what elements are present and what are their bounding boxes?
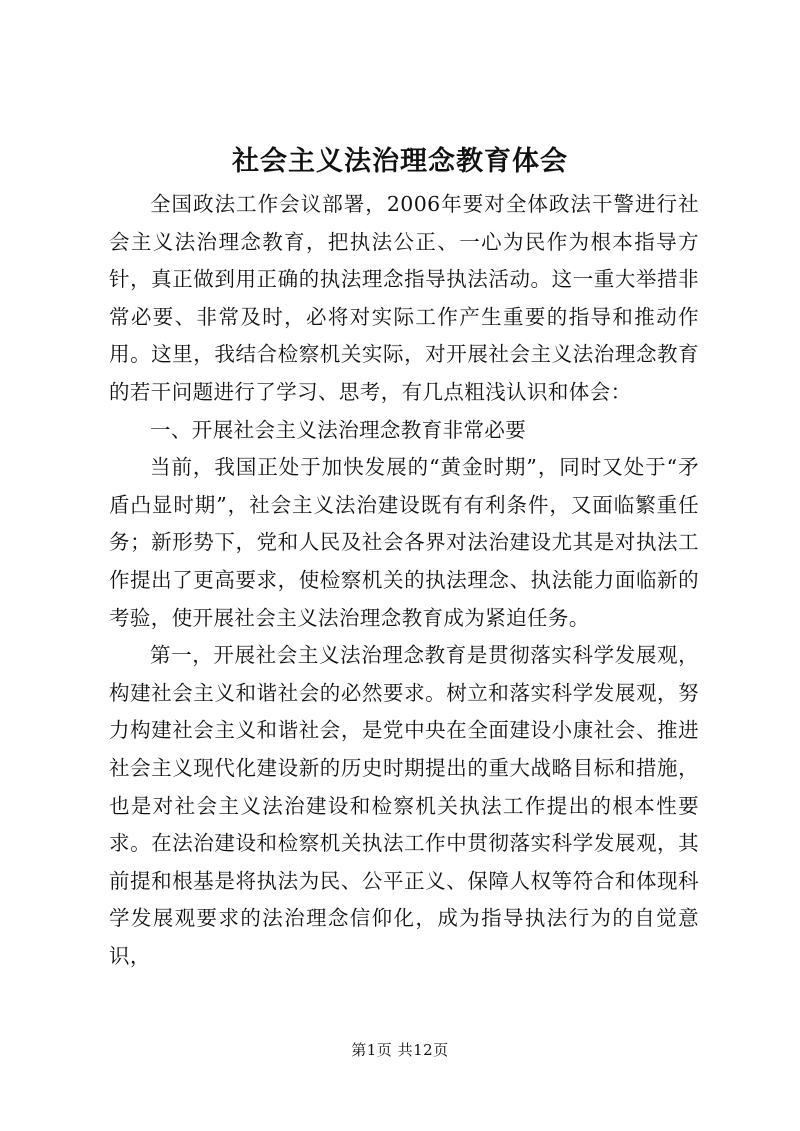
section-heading: 一、开展社会主义法治理念教育非常必要 bbox=[150, 417, 527, 442]
point-one-paragraph: 第一，开展社会主义法治理念教育是贯彻落实科学发展观，构建社会主义和谐社会的必然要求。树立和落实科学发展观，努力构建社会主义和谐社会，是党中央在全面建设小康社会、推进社会主义现代化建设新的历史时期提出的重大战略目标和措施，也是对社会主义法治建设和检察机关执法工作提出的根本性要求。在法治建设和检察机关执法工作中贯彻落实科学发展观，其前提和根基是将执法为民、公平正义、保障人权等符合和体现科学发展观要求的法治理念信仰化，成为指导执法行为的自觉意识， bbox=[109, 643, 699, 968]
document-title: 社会主义法治理念教育体会 bbox=[232, 146, 568, 177]
context-paragraph: 当前，我国正处于加快发展的“黄金时期”，同时又处于“矛盾凸显时期”，社会主义法治建设既有有利条件，又面临繁重任务；新形势下，党和人民及社会各界对法治建设尤其是对执法工作提出了更高要求，使检察机关的执法理念、执法能力面临新的考验，使开展社会主义法治理念教育成为紧迫任务。 bbox=[109, 455, 699, 630]
page-footer: 第1页 共12页 bbox=[351, 1041, 449, 1059]
intro-paragraph: 全国政法工作会议部署，2006年要对全体政法干警进行社会主义法治理念教育，把执法公正、一心为民作为根本指导方针，真正做到用正确的执法理念指导执法活动。这一重大举措非常必要、非常及时，必将对实际工作产生重要的指导和推动作用。这里，我结合检察机关实际，对开展社会主义法治理念教育的若干问题进行了学习、思考，有几点粗浅认识和体会： bbox=[109, 192, 699, 404]
document-body bbox=[109, 186, 699, 975]
